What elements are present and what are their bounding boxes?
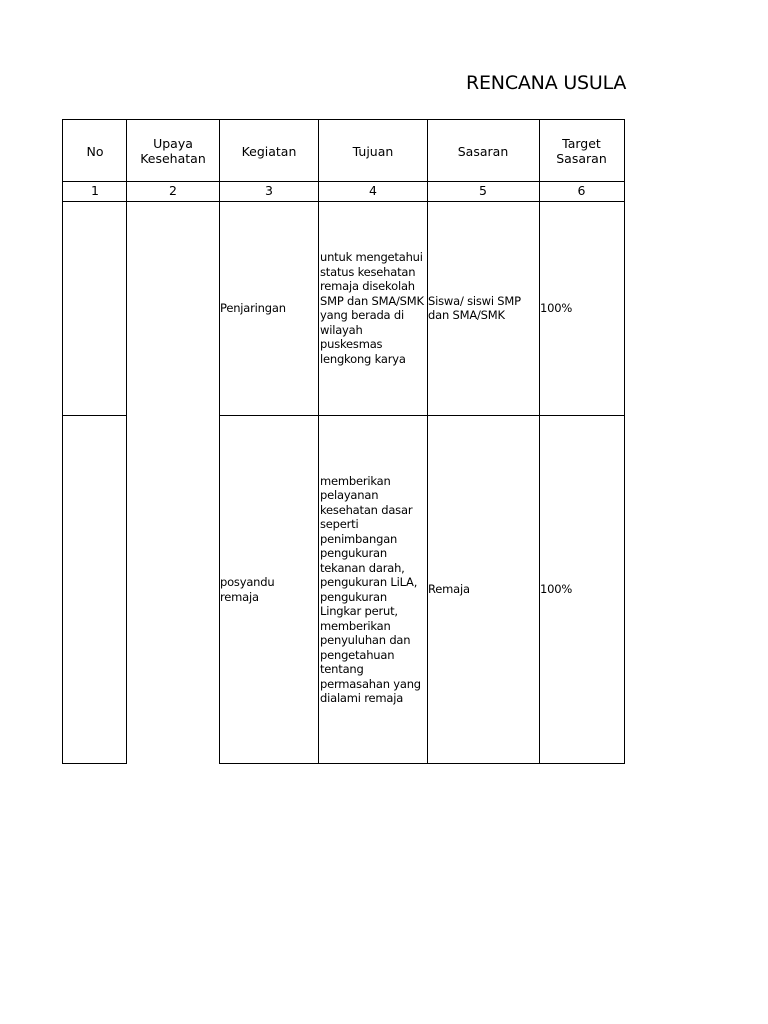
hline-top [63,119,625,120]
header-upaya-kesehatan-label: Upaya Kesehatan [140,136,206,166]
header-tujuan: Tujuan [352,143,394,159]
row2-target: 100% [540,582,573,597]
vline-5 [539,119,540,764]
hline-row1-right [219,415,625,416]
vline-2 [219,119,220,764]
header-kegiatan: Kegiatan [241,143,297,159]
row2-no [63,415,127,764]
header-target-sasaran [539,120,624,182]
row2-sasaran: Remaja [428,582,470,597]
header-no: No [86,143,104,159]
row1-target: 100% [540,300,573,315]
colnum-2: 2 [169,183,177,199]
vline-0 [62,119,63,764]
row1-sasaran: Siswa/ siswi SMP dan SMA/SMK [428,293,521,322]
hline-numbers-bottom [63,201,625,202]
vline-1 [126,119,127,764]
hline-bottom-right [219,763,625,764]
row1-kegiatan: Penjaringan [220,300,286,315]
hline-header-bottom [63,181,625,182]
hline-bottom-left [63,763,127,764]
vline-4 [427,119,428,764]
vline-3 [318,119,319,764]
row2-kegiatan-label: posyandu remaja [220,575,275,604]
document-title: RENCANA USULA [466,72,627,94]
vline-6 [624,119,625,764]
hline-row1-left [63,415,127,416]
header-sasaran: Sasaran [457,143,509,159]
upaya-kesehatan-merged [127,201,219,764]
row2-kegiatan [219,415,319,764]
row1-tujuan: untuk mengetahui status kesehatan remaja disekolah SMP dan SMA/SMK yang berada di wilayah puskesmas lengkong karya [320,250,424,366]
row2-tujuan [319,415,427,764]
colnum-3: 3 [265,183,273,199]
header-target-sasaran-label: Target Sasaran [556,136,607,166]
colnum-1: 1 [91,183,99,199]
colnum-6: 6 [577,183,586,199]
colnum-5: 5 [479,183,487,199]
colnum-4: 4 [369,183,377,199]
row2-tujuan-label: memberikan pelayanan kesehatan dasar seperti penimbangan pengukuran tekanan darah, pengukuran LiLA, pengukuran Lingkar perut, memberikan penyuluhan dan pengetahuan tentang permasahan yang dialami remaja [320,473,421,705]
row1-no [63,201,127,415]
header-upaya-kesehatan [127,120,219,182]
